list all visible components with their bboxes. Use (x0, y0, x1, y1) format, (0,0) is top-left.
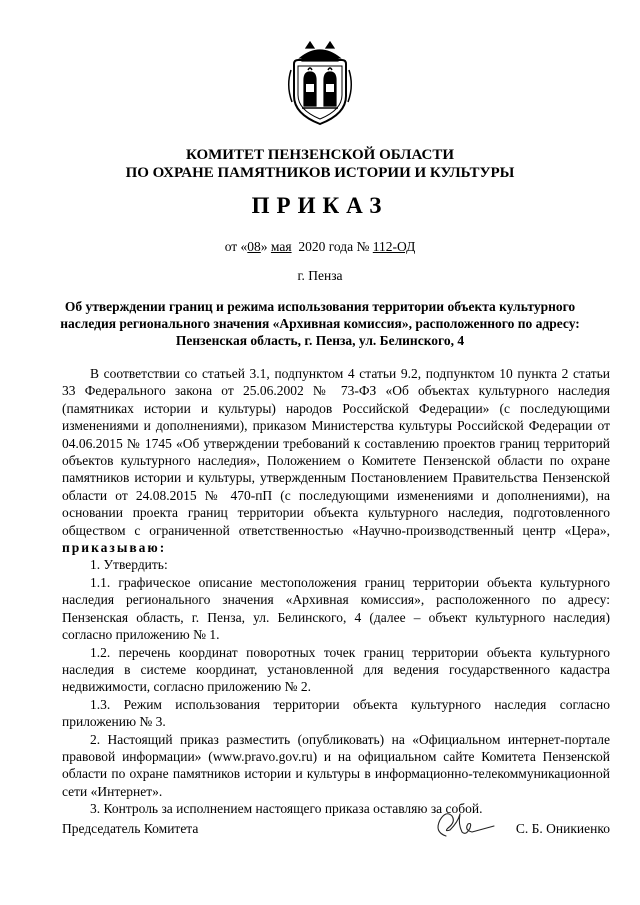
paragraph-item-1: 1. Утвердить: (90, 557, 168, 573)
signatory-name: С. Б. Оникиенко (515, 821, 610, 836)
org-name-line-2: ПО ОХРАНЕ ПАМЯТНИКОВ ИСТОРИИ И КУЛЬТУРЫ (125, 165, 515, 181)
paragraph-item-1-3: 1.3. Режим использования территории объекта культурного наследия согласно приложению № 3. (62, 696, 610, 730)
handwritten-signature (432, 806, 498, 842)
document-type-title: ПРИКАЗ (251, 193, 389, 218)
paragraph-item-3: 3. Контроль за исполнением настоящего приказа оставляю за собой. (90, 801, 483, 817)
number-sign: № (356, 239, 370, 254)
preamble-text: В соответствии со статьей 3.1, подпунктом 4 статьи 9.2, подпунктом 10 пункта 2 статьи 33 Федерального закона от 25.06.2002 № 73-ФЗ «Об объектах культурного наследия (памятниках истории и культуры) народов Российской Федерации» (с последующими изменениями и дополнениями), приказом Министерства культуры Российской Федерации от 04.06.2015 № 1745 «Об утверждении требований к составлению проектов границ территорий объектов культурного наследия», Положением о Комитете Пензенской области по охране памятников истории и культуры, утвержденным Постановлением Правительства Пензенской области от 24.08.2015 № 470-пП (с последующими изменениями и дополнениями), на основании проекта границ территории объекта культурного наследия, подготовленного обществом с ограниченной ответственностью «Научно-производственный центр «Цера», (62, 366, 610, 538)
date-month: мая (270, 239, 292, 254)
date-prefix: от « (224, 239, 248, 254)
order-number: 112-ОД (372, 239, 416, 254)
paragraph-item-1-1: 1.1. графическое описание местоположения границ территории объекта культурного наследия регионального значения «Архивная комиссия», расположенного по адресу: Пензенская область, г. Пенза, ул. Белинского, 4 (далее – объект культурного наследия) согласно приложению № 1. (62, 574, 610, 643)
order-word: приказываю: (62, 540, 167, 556)
date-day: 08 (247, 239, 261, 254)
order-subject: Об утверждении границ и режима использования территории объекта культурного наследия регионального значения «Архивная комиссия», расположенного по адресу: Пензенская область, г. Пенза, ул. Белинского, 4 (60, 299, 580, 348)
coat-of-arms-icon (286, 40, 354, 126)
paragraph-item-1-2: 1.2. перечень координат поворотных точек границ территории объекта культурного наследия в системе координат, установленной для ведения государственного кадастра недвижимости, согласно приложению № 2. (62, 644, 610, 695)
date-mid: » (260, 239, 271, 254)
org-name-line-1: КОМИТЕТ ПЕНЗЕНСКОЙ ОБЛАСТИ (185, 147, 455, 163)
signatory-title: Председатель Комитета (62, 821, 199, 836)
city: г. Пенза (297, 268, 343, 283)
order-date-number (40, 238, 600, 255)
paragraph-item-2: 2. Настоящий приказ разместить (опубликовать) на «Официальном интернет-портале правовой информации» (www.pravo.gov.ru) и на официальном сайте Комитета Пензенской области по охране памятников истории и культуры в информационно-телекоммуникационной сети «Интернет». (62, 731, 610, 799)
order-body (62, 365, 610, 818)
paragraph-preamble (62, 365, 610, 556)
date-year: 2020 года (298, 239, 354, 254)
